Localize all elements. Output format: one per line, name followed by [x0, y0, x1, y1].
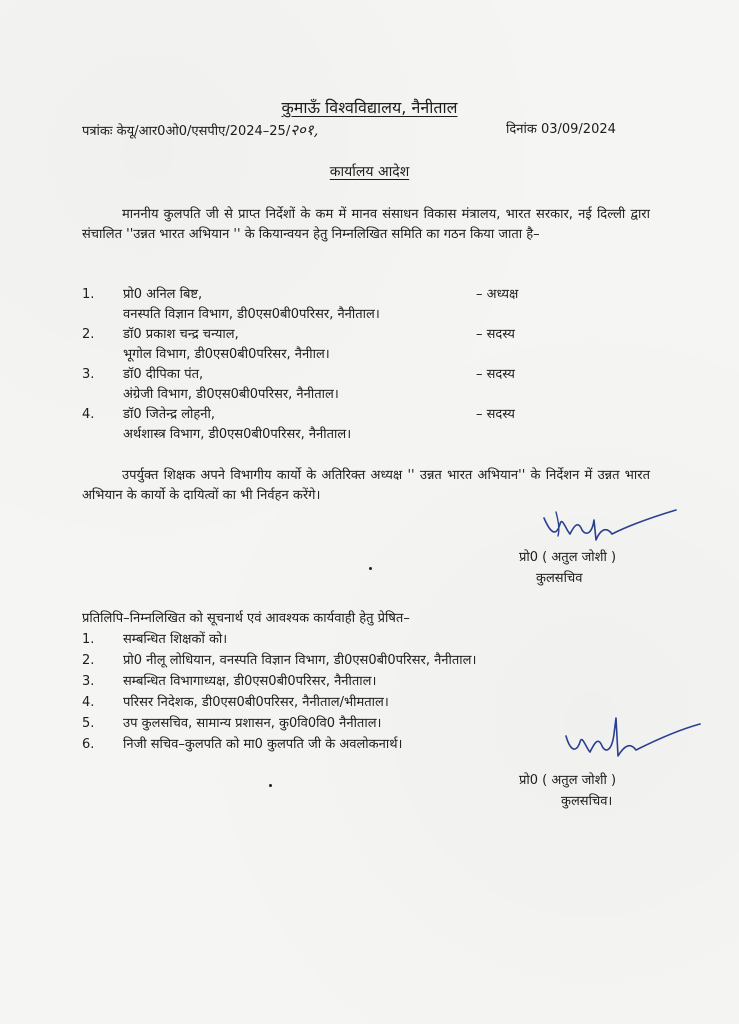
signatory-2-name: प्रो0 ( अतुल जोशी ) [519, 773, 617, 788]
copy-heading: प्रतिलिपि–निम्नलिखित को सूचनार्थ एवं आवश्यक कार्यवाही हेतु प्रेषित– [82, 611, 410, 626]
signatory-1-name: प्रो0 ( अतुल जोशी ) [519, 550, 617, 565]
closing-paragraph: उपर्युक्त शिक्षक अपने विभागीय कार्यो के अतिरिक्त अध्यक्ष '' उन्नत भारत अभियान'' के निर्देशन में उन्नत भारत अभियान के कार्यो के दायित्वों का भी निर्वहन करेंगे। [82, 468, 650, 503]
reference-line [82, 121, 318, 141]
copy-item-number: 4. [82, 695, 95, 710]
signature-1 [536, 500, 686, 555]
scan-mark [269, 784, 272, 787]
member-number: 2. [82, 327, 95, 342]
member-number: 1. [82, 287, 95, 302]
member-name: डॉ0 जितेन्द्र लोहनी, [123, 407, 215, 422]
member-number: 3. [82, 367, 95, 382]
member-role: – सदस्य [476, 367, 515, 382]
reference-number: २०१, [290, 121, 319, 139]
member-number: 4. [82, 407, 95, 422]
copy-item-text: परिसर निदेशक, डी0एस0बी0परिसर, नैनीताल/भीमताल। [123, 695, 389, 710]
copy-item-text: उप कुलसचिव, सामान्य प्रशासन, कु0वि0वि0 नैनीताल। [123, 716, 382, 731]
copy-item-number: 3. [82, 674, 95, 689]
copy-item-number: 5. [82, 716, 95, 731]
member-name: डॉ0 प्रकाश चन्द्र चन्याल, [123, 327, 239, 342]
copy-item-number: 6. [82, 737, 95, 752]
member-role: – सदस्य [476, 407, 515, 422]
scan-mark [369, 567, 372, 570]
intro-paragraph: माननीय कुलपति जी से प्राप्त निर्देशों के कम में मानव संसाधन विकास मंत्रालय, भारत सरकार, नई दिल्ली द्वारा संचालित ''उन्नत भारत अभियान '' के कियान्वयन हेतु निम्नलिखित समिति का गठन किया जाता है– [82, 207, 650, 242]
copy-item-text: प्रो0 नीलू लोधियान, वनस्पति विज्ञान विभाग, डी0एस0बी0परिसर, नैनीताल। [123, 653, 477, 668]
copy-item-text: निजी सचिव–कुलपति को मा0 कुलपति जी के अवलोकनार्थ। [123, 737, 403, 752]
university-title: कुमाऊँ विश्वविद्यालय, नैनीताल [281, 98, 458, 117]
member-name: डॉ0 दीपिका पंत, [123, 367, 204, 382]
member-department: अंग्रेजी विभाग, डी0एस0बी0परिसर, नैनीताल। [123, 387, 339, 402]
member-department: अर्थशास्त्र विभाग, डी0एस0बी0परिसर, नैनीताल। [123, 427, 352, 442]
issue-date: दिनांक 03/09/2024 [506, 122, 616, 137]
copy-item-number: 2. [82, 653, 95, 668]
member-department: वनस्पति विज्ञान विभाग, डी0एस0बी0परिसर, नैनीताल। [123, 307, 380, 322]
copy-item-text: सम्बन्धित विभागाध्यक्ष, डी0एस0बी0परिसर, नैनीताल। [123, 674, 377, 689]
copy-item-text: सम्बन्धित शिक्षकों को। [123, 632, 228, 647]
member-role: – अध्यक्ष [476, 287, 519, 302]
member-name: प्रो0 अनिल बिष्ट, [123, 287, 203, 302]
copy-item-number: 1. [82, 632, 95, 647]
reference-prefix: पत्रांकः केयू/आर0ओ0/एसपीए/2024–25/ [82, 124, 291, 139]
signatory-1-title: कुलसचिव [536, 571, 583, 586]
member-role: – सदस्य [476, 327, 515, 342]
member-department: भूगोल विभाग, डी0एस0बी0परिसर, नैनीाल। [123, 347, 330, 362]
order-title: कार्यालय आदेश [329, 164, 410, 180]
signature-2 [558, 706, 708, 766]
signatory-2-title: कुलसचिव। [561, 794, 613, 809]
